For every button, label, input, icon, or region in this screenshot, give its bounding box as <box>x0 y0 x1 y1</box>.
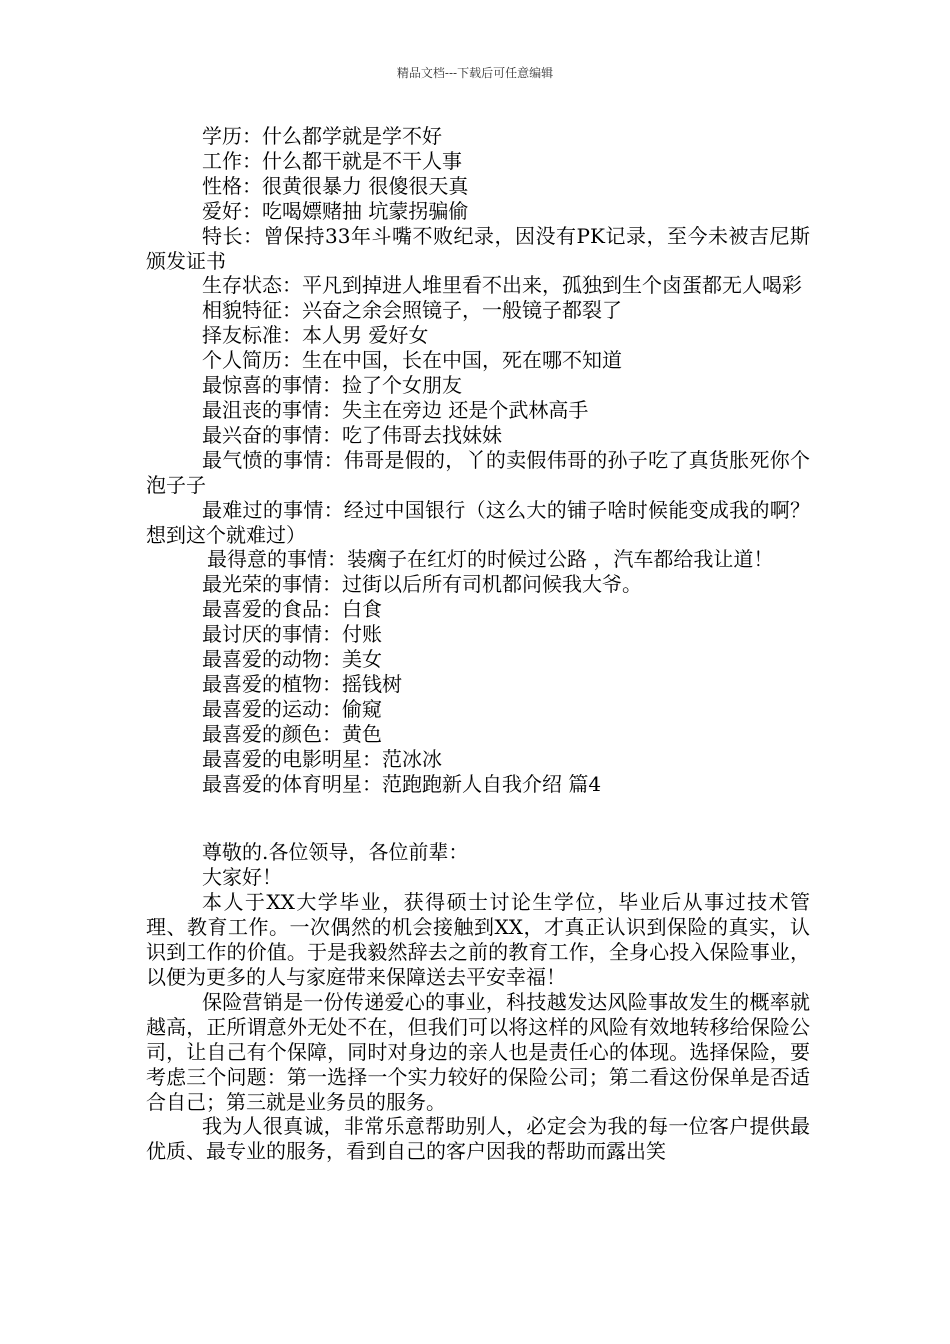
greeting-hello: 大家好！ <box>202 865 282 890</box>
line-favorite-sports-star: 最喜爱的体育明星：范跑跑新人自我介绍 篇4 <box>202 771 602 796</box>
line-resume: 个人简历：生在中国，长在中国，死在哪不知道 <box>202 348 622 373</box>
line-favorite-food: 最喜爱的食品：白食 <box>202 597 382 622</box>
line-most-exciting: 最兴奋的事情：吃了伟哥去找妹妹 <box>202 422 502 447</box>
line-specialty: 特长：曾保持33年斗嘴不败纪录，因没有PK记录，至今未被吉尼斯颁发证书 <box>146 223 810 273</box>
line-favorite-animal: 最喜爱的动物：美女 <box>202 647 382 672</box>
line-personality: 性格：很黄很暴力 很傻很天真 <box>202 173 469 198</box>
paragraph-insurance-marketing: 保险营销是一份传递爱心的事业，科技越发达风险事故发生的概率就越高，正所谓意外无处不在，但我们可以将这样的风险有效地转移给保险公司，让自己有个保障，同时对身边的亲人也是责任心的体现。选择保险，要考虑三个问题：第一选择一个实力较好的保险公司；第二看这份保单是否适合自己；第三就是业务员的服务。 <box>146 989 810 1114</box>
line-most-glorious: 最光荣的事情：过街以后所有司机都问候我大爷。 <box>202 572 642 597</box>
line-favorite-color: 最喜爱的颜色：黄色 <box>202 721 382 746</box>
line-friend-standard: 择友标准：本人男 爱好女 <box>202 323 429 348</box>
line-education: 学历：什么都学就是学不好 <box>202 124 442 148</box>
line-favorite-plant: 最喜爱的植物：摇钱树 <box>202 671 402 696</box>
line-most-depressing: 最沮丧的事情：失主在旁边 还是个武林高手 <box>202 397 589 422</box>
line-most-angry: 最气愤的事情：伟哥是假的，丫的卖假伟哥的孙子吃了真货胀死你个泡子子 <box>146 447 810 497</box>
line-work: 工作：什么都干就是不干人事 <box>202 148 462 173</box>
line-most-sad: 最难过的事情：经过中国银行（这么大的铺子啥时候能变成我的啊？想到这个就难过） <box>146 497 810 547</box>
line-most-proud: 最得意的事情：装瘸子在红灯的时候过公路 ，汽车都给我让道！ <box>207 547 774 572</box>
line-most-surprising: 最惊喜的事情：捡了个女朋友 <box>202 373 462 398</box>
document-body <box>146 124 810 1164</box>
greeting-salutation: 尊敬的.各位领导，各位前辈： <box>202 840 469 865</box>
line-most-hated: 最讨厌的事情：付账 <box>202 622 382 647</box>
paragraph-background: 本人于XX大学毕业，获得硕士讨论生学位，毕业后从事过技术管理、教育工作。一次偶然的机会接触到XX，才真正认识到保险的真实，认识到工作的价值。于是我毅然辞去之前的教育工作，全身心投入保险事业，以便为更多的人与家庭带来保障送去平安幸福！ <box>146 890 810 989</box>
line-hobby: 爱好：吃喝嫖赌抽 坑蒙拐骗偷 <box>202 198 469 223</box>
paragraph-personal-commitment: 我为人很真诚，非常乐意帮助别人，必定会为我的每一位客户提供最优质、最专业的服务，看到自己的客户因我的帮助而露出笑 <box>146 1114 810 1164</box>
line-appearance: 相貌特征：兴奋之余会照镜子，一般镜子都裂了 <box>202 298 622 323</box>
page-header: 精品文档---下载后可任意编辑 <box>396 66 554 80</box>
section-gap <box>146 796 810 840</box>
line-living-state: 生存状态：平凡到掉进人堆里看不出来，孤独到生个卤蛋都无人喝彩 <box>202 273 802 298</box>
line-favorite-sport: 最喜爱的运动：偷窥 <box>202 696 382 721</box>
line-favorite-movie-star: 最喜爱的电影明星：范冰冰 <box>202 746 442 771</box>
